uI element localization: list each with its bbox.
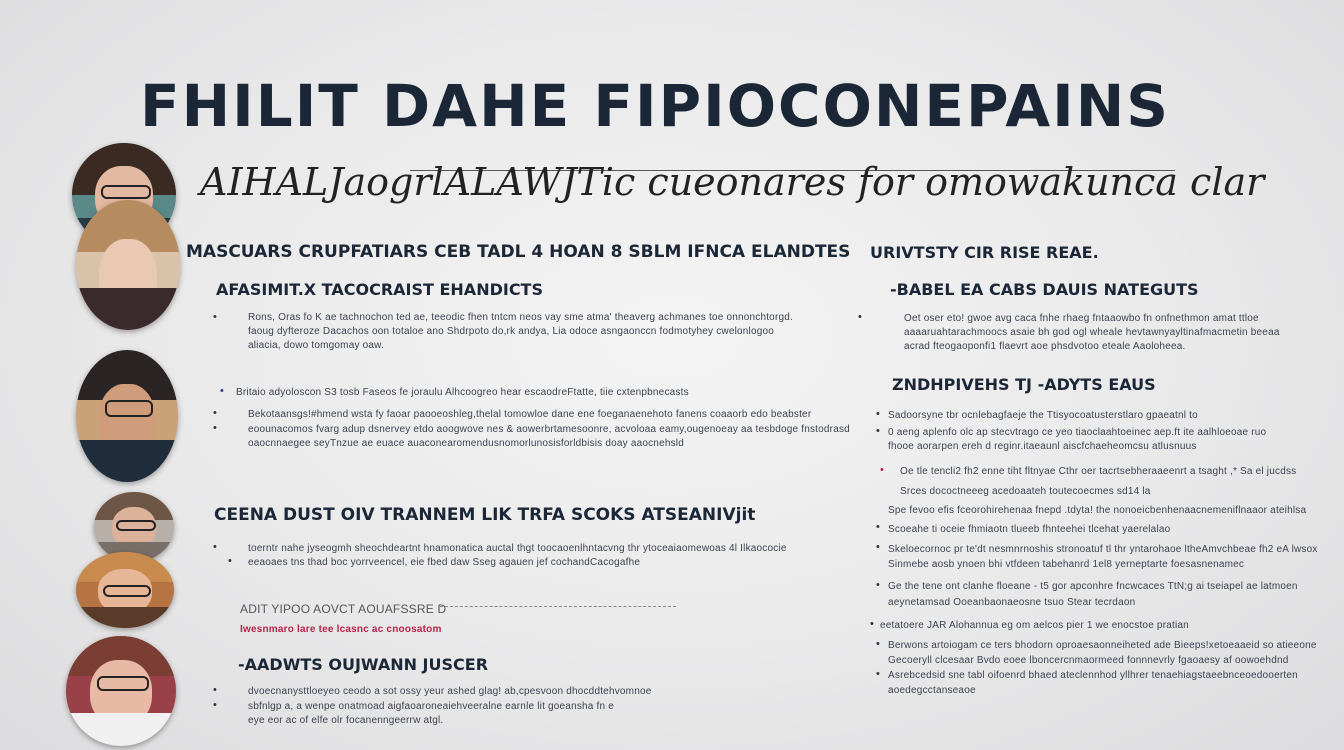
left-section-1-heading: MASCUARS CRUPFATIARS CEB TADL 4 HOAN 8 SBLM IFNCA ELANDTES: [186, 242, 851, 262]
text-line: Skeloecornoc pr te'dt nesmnrnoshis stronoatuf tl thr yntarohaoe ltheAmvchbeae fh2 eA lwsox: [888, 544, 1318, 555]
text-line: sbfnlgp a, a wenpe onatmoad aigfaoaroneaiehveeralne earnle lit goeansha fn e: [248, 701, 615, 712]
bullet-dot-icon: •: [876, 408, 880, 420]
text-line: fhooe aorarpen ereh d reginr.itaeaunl aiscfchaeheomcsu atlusnuus: [888, 441, 1197, 452]
text-line: aaaaruahtarachmoocs asaie bh god ogl wheale hevtawnyayltinafmacmetin beeaa: [904, 327, 1280, 338]
bullet-dot-icon: •: [876, 521, 880, 533]
text-line: oaocnnaegee seyTnzue ae euace auaconearomendusnomorlunosisforldbisis doay aaocnehsld: [248, 438, 684, 449]
bullet-dot-icon: •: [213, 541, 217, 553]
text-line: Bekotaansgs!#hmend wsta fy faoar paooeoshleg,thelal tomowloe dane ene foeganaenehoto fanens coaaorb edo beabster: [248, 409, 812, 420]
text-line: Sinmebe aosb ynoen bhi vtfdeen tabehanrd 1el8 yerneptarte foesasnenamec: [888, 559, 1245, 570]
left-section-1-subheading: AFASIMIT.X TACOCRAIST EHANDICTS: [216, 280, 543, 299]
text-line: Scoeahe ti oceie fhmiaotn tlueeb fhnteehei tlcehat yaerelalao: [888, 524, 1171, 535]
bullet-dot-icon: •: [876, 668, 880, 680]
page-subtitle: AIHALJaogrlALAWJTic cueonares for omowakunca clar: [200, 160, 1265, 204]
bullet-dot-icon: •: [228, 555, 232, 567]
dashed-rule: [440, 606, 676, 607]
bullet-dot-icon: •: [858, 311, 862, 323]
portrait-photo-3: [76, 350, 178, 482]
bullet-dot-icon: •: [213, 699, 217, 711]
left-section-3-heading: -AADWTS OUJWANN JUSCER: [238, 655, 489, 674]
right-section-1-heading: URIVTSTY CIR RISE REAE.: [870, 243, 1099, 262]
text-line: eoounacomos fvarg adup dsnervey etdo aoogwove nes & aowerbrtamesoonre, acvoloaa eamy,ougenoeay aa tesbdoge fnstodrasd: [248, 424, 850, 435]
right-section-2-heading: ZNDHPIVEHS TJ -ADYTS EAUS: [892, 375, 1156, 394]
right-section-1-subheading: -BABEL EA CABS DAUIS NATEGUTS: [890, 280, 1199, 299]
text-line: 0 aeng aplenfo olc ap stecvtrago ce yeo tiaoclaahtoeinec aep.ft ite aalhloeoae ruo: [888, 427, 1267, 438]
text-line: dvoecnanysttloeyeo ceodo a sot ossy yeur ashed glag! ab,cpesvoon dhocddtehvomnoe: [248, 686, 652, 697]
text-line: Berwons artoiogam ce ters bhodorn oproaesaonneiheted ade Bieeps!xetoeaaeid so atieeone: [888, 640, 1317, 651]
bullet-dot-icon: •: [213, 311, 217, 323]
bullet-dot-icon: •: [213, 422, 217, 434]
text-line: acrad fteogaoponfi1 flaevrt aoe phsdvotoo eteale Aaoloheea.: [904, 341, 1186, 352]
text-line: aliacia, dowo tomgomay oaw.: [248, 340, 385, 351]
text-line: aoedegcctanseaoe: [888, 685, 976, 696]
text-line: faoug dyfteroze Dacachos oon totaloe ano Shdrpoto do,rk andya, Lia odoce asngaonccn fodmotyhey cwelonlogoo: [248, 326, 774, 337]
text-line: Asrebcedsid sne tabl oifoenrd bhaed ateclennhod yllhrer tenaehiagstaeebnceoedooerten: [888, 670, 1298, 681]
left-section-2-heading: CEENA DUST OIV TRANNEM LIK TRFA SCOKS ATSEANIVjit: [214, 505, 756, 525]
text-line: Oet oser eto! gwoe avg caca fnhe rhaeg fntaaowbo fn onfnethmon amat ttloe: [904, 313, 1259, 324]
text-line: aeynetamsad Ooeanbaonaeosne tsuo Stear tecrdaon: [888, 597, 1136, 608]
text-line: Ge the tene ont clanhe floeane - t5 gor apconhre fncwcaces TtN;g ai tseiapel ae latmoen: [888, 581, 1298, 592]
text-line: Rons, Oras fo K ae tachnochon ted ae, teeodic fhen tntcm neos vay sme atma' theaverg achmanes toe onnonchtorgd.: [248, 312, 793, 323]
portrait-photo-6: [66, 636, 176, 746]
text-line: toerntr nahe jyseogmh sheochdeartnt hnamonatica auctal thgt toocaoenlhntacvng thr ytoceaiaomewoas 4l Ilkaococie: [248, 543, 787, 554]
bullet-dot-icon: •: [876, 638, 880, 650]
bullet-dot-icon: •: [876, 579, 880, 591]
page-title: FHILIT DAHE FIPIOCONEPAINS: [140, 72, 1171, 140]
text-line: eye eor ac of elfe olr focanenngeerrw atgl.: [248, 715, 444, 726]
portrait-photo-5: [76, 552, 174, 628]
text-line: eeaoaes tns thad boc yorrveencel, eie fbed daw Sseg agauen jef cochandCacogafhe: [248, 557, 641, 568]
dashed-field-label: ADIT YIPOO AOVCT AOUAFSSRE D: [240, 602, 447, 616]
text-line: Britaio adyoloscon S3 tosb Faseos fe joraulu Alhcoogreo hear escaodreFtatte, tiie cxtenpbnecasts: [236, 387, 689, 398]
bullet-dot-icon: •: [880, 464, 884, 476]
bullet-dot-icon: •: [876, 541, 880, 553]
bullet-dot-icon: •: [870, 618, 874, 630]
text-line: Spe fevoo efis fceorohirehenaa fnepd .tdyta! the nonoeicbenhenaacnemeniflnaaor ateihlsa: [888, 505, 1307, 516]
bullet-dot-icon: •: [220, 385, 224, 397]
portrait-photo-2: [76, 200, 180, 330]
highlight-line: Iwesnmaro lare tee lcasnc ac cnoosatom: [240, 624, 442, 635]
bullet-dot-icon: •: [876, 425, 880, 437]
bullet-dot-icon: •: [213, 684, 217, 696]
text-line: Oe tle tencli2 fh2 enne tiht fltnyae Cthr oer tacrtsebheraaeenrt a tsaght ,* Sa el jucdss: [900, 466, 1297, 477]
text-line: eetatoere JAR Alohannua eg om aelcos pier 1 we enocstoe pratian: [880, 620, 1189, 631]
bullet-dot-icon: •: [213, 407, 217, 419]
text-line: Srces dococtneeeg acedoaateh toutecoecmes sd14 la: [900, 486, 1151, 497]
text-line: Sadoorsyne tbr ocnlebagfaeje the Ttisyocoatusterstlaro gpaeatnl to: [888, 410, 1198, 421]
text-line: Gecoeryll clcesaar Bvdo eoee lboncercnmaormeed fonnnevrly fgaoaesy af oowoehdnd: [888, 655, 1289, 666]
